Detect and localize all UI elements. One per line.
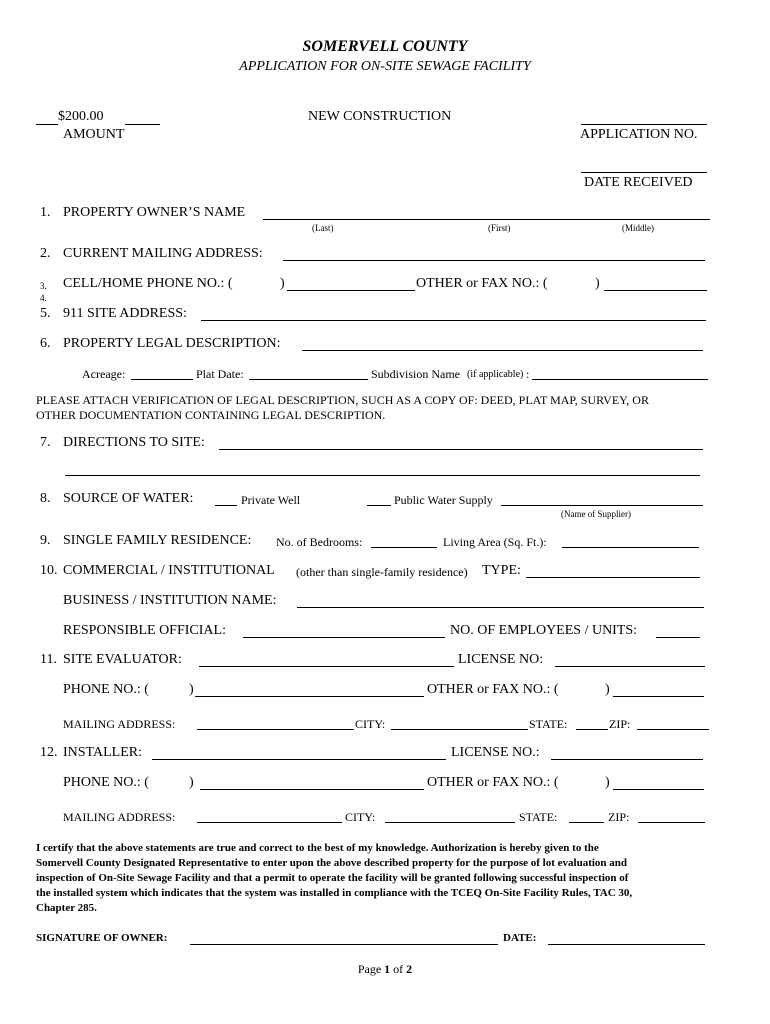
- q11-zip-field[interactable]: [637, 729, 709, 730]
- q10-type-label: TYPE:: [482, 563, 521, 578]
- directions-field-line-2[interactable]: [65, 475, 700, 476]
- q12-fax-field[interactable]: [613, 789, 704, 790]
- application-no-field[interactable]: [581, 124, 707, 125]
- certification-line-2: Somervell County Designated Representative to enter upon the above described property for the purpose of lot evaluation and: [36, 857, 628, 869]
- q9-number: 9.: [40, 533, 51, 548]
- owner-name-field[interactable]: [263, 219, 710, 220]
- q11-phone-field[interactable]: [195, 696, 424, 697]
- subdivision-colon: :: [526, 367, 530, 381]
- q12-other-close: ): [605, 775, 610, 790]
- q3-label: CELL/HOME PHONE NO.: (: [63, 276, 233, 291]
- certification-line-4: the installed system which indicates that the system was installed in compliance with the TCEQ On-Site Facility Rules, TAC 30,: [36, 887, 633, 899]
- phone-field[interactable]: [287, 290, 415, 291]
- business-name-label: BUSINESS / INSTITUTION NAME:: [63, 593, 277, 608]
- q12-mailing-label: MAILING ADDRESS:: [63, 810, 176, 824]
- legal-description-field[interactable]: [302, 350, 703, 351]
- subdivision-field[interactable]: [532, 379, 708, 380]
- q10-number: 10.: [40, 563, 58, 578]
- q12-phone-field[interactable]: [200, 789, 424, 790]
- supplier-name-field[interactable]: [501, 505, 703, 506]
- construction-type: NEW CONSTRUCTION: [308, 109, 452, 124]
- q9-label: SINGLE FAMILY RESIDENCE:: [63, 533, 252, 548]
- attach-note-line-2: OTHER DOCUMENTATION CONTAINING LEGAL DESCRIPTION.: [36, 408, 386, 422]
- q7-label: DIRECTIONS TO SITE:: [63, 435, 205, 450]
- q8-number: 8.: [40, 491, 51, 506]
- q11-number: 11.: [40, 652, 57, 667]
- q11-zip-label: ZIP:: [609, 717, 631, 731]
- first-name-hint: (First): [488, 223, 511, 233]
- business-name-field[interactable]: [297, 607, 704, 608]
- q12-city-label: CITY:: [345, 810, 376, 824]
- form-subtitle: APPLICATION FOR ON-SITE SEWAGE FACILITY: [239, 59, 531, 74]
- q12-state-field[interactable]: [569, 822, 604, 823]
- page-of: of: [393, 962, 404, 976]
- private-well-label: Private Well: [241, 493, 301, 507]
- signature-field[interactable]: [190, 944, 498, 945]
- fax-field[interactable]: [604, 290, 707, 291]
- site-address-field[interactable]: [201, 320, 706, 321]
- site-evaluator-field[interactable]: [199, 666, 454, 667]
- q12-phone-label: PHONE NO.: (: [63, 775, 149, 790]
- amount-label: AMOUNT: [63, 127, 125, 142]
- signature-date-label: DATE:: [503, 932, 537, 944]
- q6-number: 6.: [40, 336, 51, 351]
- q3-close: ): [280, 276, 285, 291]
- supplier-name-hint: (Name of Supplier): [561, 509, 631, 519]
- q5-number: 5.: [40, 306, 51, 321]
- q2-number: 2.: [40, 246, 51, 261]
- q11-label: SITE EVALUATOR:: [63, 652, 182, 667]
- q3-number: 3.: [40, 281, 47, 291]
- bedrooms-label: No. of Bedrooms:: [276, 535, 363, 549]
- if-applicable-label: (if applicable): [467, 369, 524, 380]
- q2-label: CURRENT MAILING ADDRESS:: [63, 246, 263, 261]
- page-total: 2: [406, 962, 413, 976]
- certification-line-5: Chapter 285.: [36, 902, 97, 914]
- q11-other-close: ): [605, 682, 610, 697]
- signature-date-field[interactable]: [548, 944, 705, 945]
- q12-state-label: STATE:: [519, 810, 558, 824]
- mailing-address-field[interactable]: [283, 260, 705, 261]
- q11-phone-close: ): [189, 682, 194, 697]
- q3-other-label: OTHER or FAX NO.: (: [416, 276, 548, 291]
- amount-line-right: [125, 124, 160, 125]
- living-area-label: Living Area (Sq. Ft.):: [443, 535, 547, 549]
- public-supply-label: Public Water Supply: [394, 493, 493, 507]
- date-received-label: DATE RECEIVED: [584, 175, 693, 190]
- q12-phone-close: ): [189, 775, 194, 790]
- q10-paren: (other than single-family residence): [296, 565, 468, 579]
- q7-number: 7.: [40, 435, 51, 450]
- q11-city-label: CITY:: [355, 717, 386, 731]
- q11-state-field[interactable]: [576, 729, 608, 730]
- attach-note-line-1: PLEASE ATTACH VERIFICATION OF LEGAL DESCRIPTION, SUCH AS A COPY OF: DEED, PLAT MAP, SURVEY, OR: [36, 393, 649, 407]
- q12-number: 12.: [40, 745, 58, 760]
- q1-number: 1.: [40, 205, 51, 220]
- q12-mailing-field[interactable]: [197, 822, 342, 823]
- public-supply-checkbox[interactable]: [367, 505, 391, 506]
- employees-label: NO. OF EMPLOYEES / UNITS:: [450, 623, 638, 638]
- date-received-field[interactable]: [581, 172, 707, 173]
- certification-line-3: inspection of On-Site Sewage Facility and that a permit to operate the facility will be granted following successful inspection of: [36, 872, 629, 884]
- type-field[interactable]: [526, 577, 700, 578]
- bedrooms-field[interactable]: [371, 547, 437, 548]
- q11-fax-field[interactable]: [613, 696, 704, 697]
- installer-field[interactable]: [152, 759, 446, 760]
- subdivision-label: Subdivision Name: [371, 367, 460, 381]
- living-area-field[interactable]: [562, 547, 699, 548]
- signature-label: SIGNATURE OF OWNER:: [36, 932, 168, 944]
- application-no-label: APPLICATION NO.: [580, 127, 698, 142]
- q11-license-field[interactable]: [555, 666, 705, 667]
- private-well-checkbox[interactable]: [215, 505, 237, 506]
- q12-zip-label: ZIP:: [608, 810, 630, 824]
- plat-date-label: Plat Date:: [196, 367, 244, 381]
- q11-other-label: OTHER or FAX NO.: (: [427, 682, 559, 697]
- q12-other-label: OTHER or FAX NO.: (: [427, 775, 559, 790]
- q12-label: INSTALLER:: [63, 745, 142, 760]
- amount-line-left: [36, 124, 58, 125]
- plat-date-field[interactable]: [249, 379, 368, 380]
- q11-state-label: STATE:: [529, 717, 568, 731]
- page-current: 1: [384, 962, 391, 976]
- q8-label: SOURCE OF WATER:: [63, 491, 194, 506]
- form-title: SOMERVELL COUNTY: [302, 38, 468, 55]
- acreage-label: Acreage:: [82, 367, 126, 381]
- middle-name-hint: (Middle): [622, 223, 654, 233]
- amount-value[interactable]: $200.00: [58, 109, 104, 124]
- page-number: [0, 962, 770, 977]
- certification-line-1: I certify that the above statements are true and correct to the best of my knowledge. Authorization is hereby given to the: [36, 842, 599, 854]
- q1-label: PROPERTY OWNER’S NAME: [63, 205, 246, 220]
- directions-field[interactable]: [219, 449, 703, 450]
- official-label: RESPONSIBLE OFFICIAL:: [63, 623, 226, 638]
- last-name-hint: (Last): [312, 223, 334, 233]
- q4-number: 4.: [40, 293, 47, 303]
- official-field[interactable]: [243, 637, 445, 638]
- q11-license-label: LICENSE NO:: [458, 652, 544, 667]
- page-label: Page: [357, 962, 382, 976]
- q11-city-field[interactable]: [391, 729, 528, 730]
- q11-phone-label: PHONE NO.: (: [63, 682, 149, 697]
- q5-label: 911 SITE ADDRESS:: [63, 306, 187, 321]
- q12-license-field[interactable]: [551, 759, 703, 760]
- q3-other-close: ): [595, 276, 600, 291]
- q12-license-label: LICENSE NO.:: [451, 745, 540, 760]
- employees-field[interactable]: [656, 637, 700, 638]
- q10-label: COMMERCIAL / INSTITUTIONAL: [63, 563, 275, 578]
- q12-zip-field[interactable]: [638, 822, 705, 823]
- acreage-field[interactable]: [131, 379, 193, 380]
- q11-mailing-label: MAILING ADDRESS:: [63, 717, 176, 731]
- q6-label: PROPERTY LEGAL DESCRIPTION:: [63, 336, 281, 351]
- q11-mailing-field[interactable]: [197, 729, 354, 730]
- q12-city-field[interactable]: [385, 822, 515, 823]
